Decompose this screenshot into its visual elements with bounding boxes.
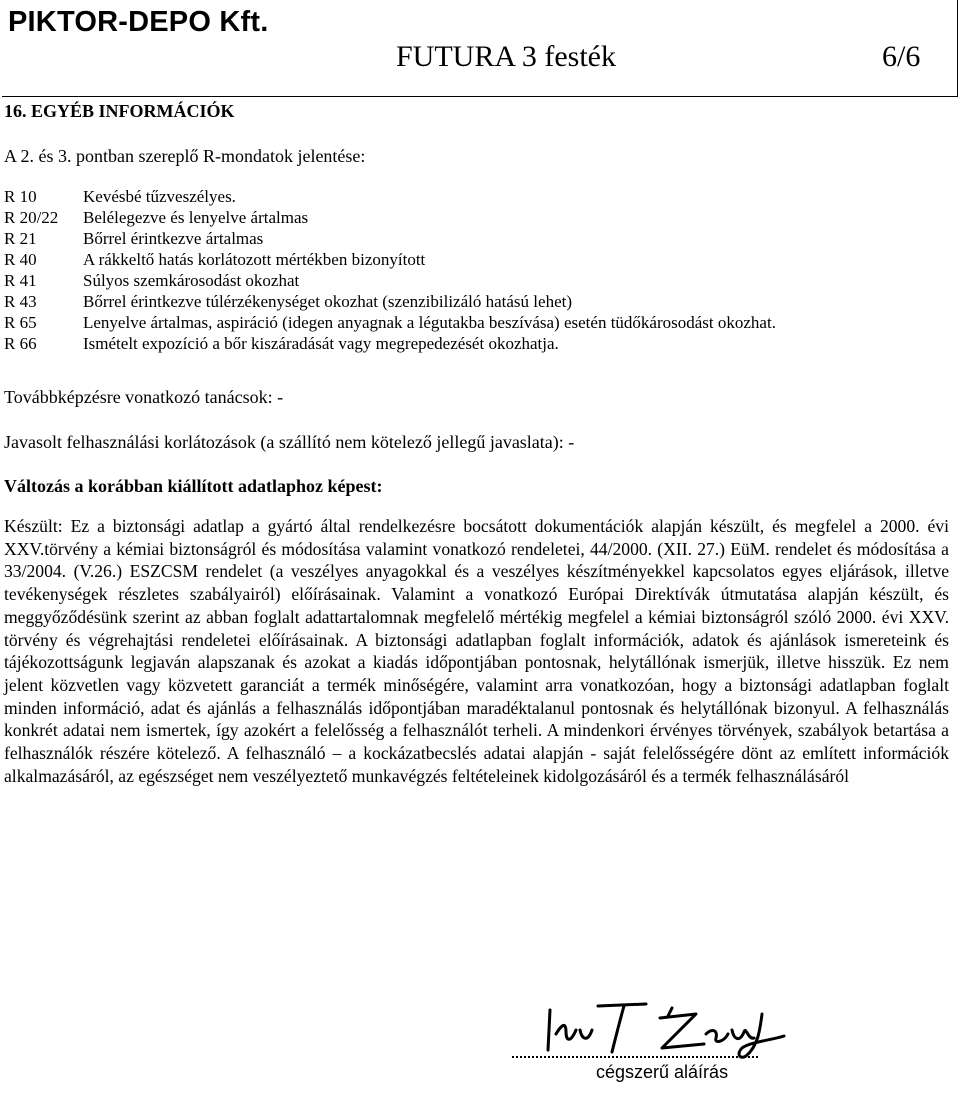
r-phrase-text: Bőrrel érintkezve túlérzékenységet okozhat (szenzibilizáló hatású lehet) bbox=[83, 292, 572, 311]
r-phrase-row bbox=[4, 186, 954, 207]
r-phrase-code: R 10 bbox=[4, 187, 37, 206]
r-phrase-code: R 40 bbox=[4, 250, 37, 269]
r-phrase-row bbox=[4, 249, 954, 270]
product-name: FUTURA 3 festék bbox=[396, 40, 616, 73]
r-phrase-code: R 21 bbox=[4, 229, 37, 248]
r-phrase-code: R 20/22 bbox=[4, 208, 59, 227]
r-phrase-code: R 66 bbox=[4, 334, 37, 353]
r-phrase-text: Súlyos szemkárosodást okozhat bbox=[83, 271, 300, 290]
r-phrase-text: Belélegezve és lenyelve ártalmas bbox=[83, 208, 309, 227]
r-phrase-text: Bőrrel érintkezve ártalmas bbox=[83, 229, 264, 248]
r-phrases-intro: A 2. és 3. pontban szereplő R-mondatok jelentése: bbox=[4, 146, 366, 166]
r-phrase-text: Lenyelve ártalmas, aspiráció (idegen anyagnak a légutakba beszívása) esetén tüdőkárosodást okozhat. bbox=[83, 313, 776, 332]
page-header bbox=[2, 0, 958, 97]
r-phrase-row bbox=[4, 291, 954, 312]
company-name: PIKTOR-DEPO Kft. bbox=[8, 6, 269, 38]
signature-line bbox=[512, 1056, 758, 1058]
signature-block bbox=[512, 1000, 772, 1100]
changes-heading: Változás a korábban kiállított adatlaphoz képest: bbox=[4, 476, 383, 496]
handwritten-signature bbox=[536, 1000, 796, 1060]
r-phrase-list bbox=[4, 186, 954, 354]
r-phrase-code: R 43 bbox=[4, 292, 37, 311]
training-advice: Továbbképzésre vonatkozó tanácsok: - bbox=[4, 387, 284, 407]
r-phrase-text: Kevésbé tűzveszélyes. bbox=[83, 187, 236, 206]
r-phrase-text: A rákkeltő hatás korlátozott mértékben bizonyított bbox=[83, 250, 426, 269]
page-number: 6/6 bbox=[882, 40, 921, 73]
r-phrase-row bbox=[4, 312, 954, 333]
r-phrase-code: R 65 bbox=[4, 313, 37, 332]
r-phrase-code: R 41 bbox=[4, 271, 37, 290]
r-phrase-row bbox=[4, 207, 954, 228]
r-phrase-row bbox=[4, 228, 954, 249]
section-title: 16. EGYÉB INFORMÁCIÓK bbox=[4, 101, 235, 121]
r-phrase-row bbox=[4, 333, 954, 354]
r-phrase-row bbox=[4, 270, 954, 291]
usage-restrictions: Javasolt felhasználási korlátozások (a szállító nem kötelező jellegű javaslata): - bbox=[4, 432, 575, 452]
disclaimer-paragraph: Készült: Ez a biztonsági adatlap a gyártó által rendelkezésre bocsátott dokumentációk alapján készült, és megfelel a 2000. évi XXV.törvény a kémiai biztonságról és módosítása valamint vonatkozó rendeletei, 44/2000. (XII. 27.) EüM. rendelet és módosítása a 33/2004. (V.26.) ESZCSM rendelet (a veszélyes anyagokkal és a veszélyes készítményekkel kapcsolatos egyes eljárások, illetve tevékenységek részletes szabályairól) előírásainak. Valamint a vonatkozó Európai Direktívák útmutatása alapján készült, és meggyőződésünk szerint az abban foglalt adattartalomnak megfelelő mértékig megfelel a kémiai biztonságról szóló 2000. évi XXV. törvény és végrehajtási rendeletei előírásainak. A biztonsági adatlapban foglalt információk, adatok és ajánlások ismereteink és tájékozottságunk legjaván alapszanak és azokat a kiadás időpontjában pontosnak, helytállónak ismerjük, illetve hisszük. Ez nem jelent közvetlen vagy közvetett garanciát a termék minőségére, valamint arra vonatkozóan, hogy a biztonsági adatlapban foglalt minden információ, adat és ajánlás a felhasználás időpontjában maradéktalanul pontosnak és helytállónak bizonyul. A felhasználás konkrét adatai nem ismertek, így azokért a felelősség a felhasználót terheli. A mindenkori érvényes törvények, szabályok betartása a felhasználók részére kötelező. A felhasználó – a kockázatbecslés adatai alapján - saját felelősségére dönt az említett információk alkalmazásáról, az egészséget nem veszélyeztető munkavégzés feltételeinek kidolgozásáról és a termék felhasználásáról bbox=[4, 516, 949, 786]
signature-label: cégszerű aláírás bbox=[596, 1062, 729, 1082]
r-phrase-text: Ismételt expozíció a bőr kiszáradását vagy megrepedezését okozhatja. bbox=[83, 334, 559, 353]
